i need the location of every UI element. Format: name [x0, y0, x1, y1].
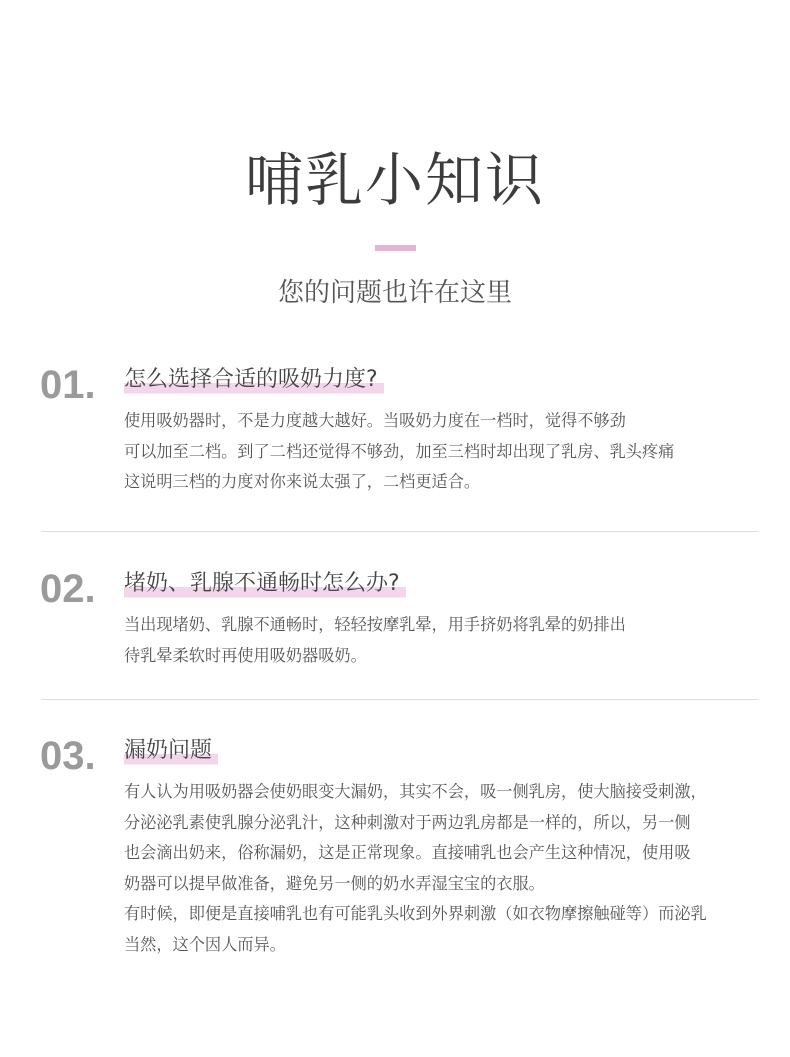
- answer-line: 这说明三档的力度对你来说太强了，二档更适合。: [124, 472, 481, 491]
- section-divider: [42, 699, 758, 700]
- answer-line: 使用吸奶器时，不是力度越大越好。当吸奶力度在一档时，觉得不够劲: [124, 411, 626, 430]
- section-question: 怎么选择合适的吸奶力度?: [124, 364, 384, 396]
- section-answer: [124, 777, 764, 960]
- section-number: 01.: [40, 363, 96, 407]
- section-answer: [124, 610, 764, 671]
- section-number: 02.: [40, 567, 96, 611]
- page-title: 哺乳小知识: [244, 146, 545, 214]
- answer-line: 当然，这个因人而异。: [124, 934, 286, 954]
- answer-line: 奶器可以提早做准备，避免另一侧的奶水弄湿宝宝的衣服。: [124, 873, 545, 893]
- answer-line: 可以加至二档。到了二档还觉得不够劲，加至三档时却出现了乳房、乳头疼痛: [124, 441, 675, 461]
- answer-line: 有人认为用吸奶器会使奶眼变大漏奶，其实不会，吸一侧乳房，使大脑接受刺激，: [124, 782, 707, 801]
- answer-line: 待乳晕柔软时再使用吸奶器吸奶。: [124, 645, 367, 665]
- section-answer: [124, 406, 764, 498]
- section-divider: [42, 531, 758, 532]
- page-subtitle: 您的问题也许在这里: [277, 278, 512, 308]
- section-number: 03.: [40, 734, 96, 778]
- section-question: 漏奶问题: [124, 735, 218, 767]
- answer-line: 当出现堵奶、乳腺不通畅时，轻轻按摩乳晕，用手挤奶将乳晕的奶排出: [124, 615, 626, 634]
- answer-line: 也会滴出奶来，俗称漏奶，这是正常现象。直接哺乳也会产生这种情况，使用吸: [124, 843, 691, 862]
- answer-line: 有时候，即便是直接哺乳也有可能乳头收到外界刺激（如衣物摩擦触碰等）而泌乳: [124, 904, 707, 923]
- title-accent-bar: [375, 245, 416, 251]
- section-question: 堵奶、乳腺不通畅时怎么办?: [124, 568, 406, 600]
- answer-line: 分泌泌乳素使乳腺分泌乳汁，这种刺激对于两边乳房都是一样的，所以，另一侧: [124, 812, 691, 832]
